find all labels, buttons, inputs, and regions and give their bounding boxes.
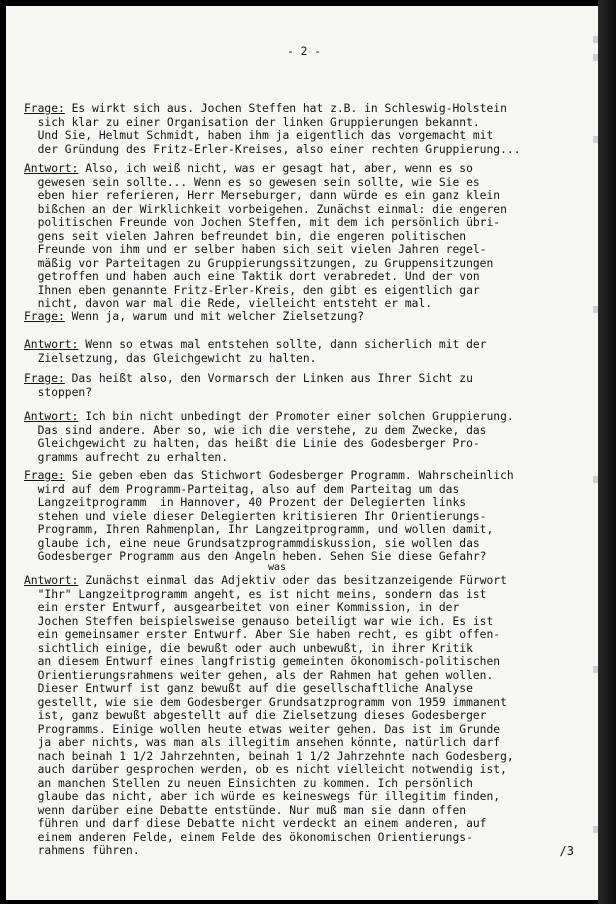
line-text: Freunde von ihm und er selber haben sich seit vielen Jahren regel- <box>24 243 487 256</box>
handwritten-insertion: was <box>268 562 287 573</box>
text-line <box>24 162 507 176</box>
text-line <box>24 669 514 683</box>
text-line <box>24 483 514 497</box>
text-line <box>24 284 507 298</box>
line-text: ja aber nichts, was man als illegitim ansehen könnte, natürlich darf <box>24 736 501 749</box>
line-text: nicht, davon war mal die Rede, vielleicht entsteht er mal. <box>24 297 433 310</box>
text-line <box>24 831 514 845</box>
line-text: Das sind andere. Aber so, wie ich die verstehe, zu dem Zwecke, das <box>24 423 487 437</box>
text-line <box>24 257 507 271</box>
line-text: Programms. Einige wollen heute etwas weiter gehen. Das ist im Grunde <box>24 722 501 736</box>
text-line <box>24 189 507 203</box>
line-text: stehen und viele dieser Delegierten kritisieren Ihr Orientierungs- <box>24 509 487 523</box>
text-line <box>24 777 514 791</box>
line-text: Ihnen eben genannte Fritz-Erler-Kreis, den gibt es eigentlich gar <box>24 283 480 297</box>
text-line <box>24 496 514 510</box>
text-line <box>24 628 514 642</box>
line-text: Ich bin nicht unbedingt der Promoter einer solchen Gruppierung. <box>78 410 514 423</box>
line-text: Orientierungsrahmens weiter gehen, als der Rahmen hat gehen wollen. <box>24 668 494 682</box>
text-line <box>24 352 487 366</box>
text-line <box>24 437 514 451</box>
line-text: Sie geben eben das Stichwort Godesberger Programm. Wahrscheinlich <box>64 469 514 482</box>
text-line <box>24 203 507 217</box>
text-line <box>24 817 514 831</box>
line-text: an diesem Entwurf eines langfristig gemeinten ökonomisch-politischen <box>24 655 501 668</box>
line-text: einem anderen Felde, einem Felde des ökonomischen Orientierungs- <box>24 830 473 844</box>
line-text: gestellt, wie sie dem Godesberger Grundsatzprogramm von 1959 immanent <box>24 695 507 709</box>
text-line <box>24 424 514 438</box>
continuation-marker: /3 <box>559 844 574 858</box>
line-text: glaube ich, eine neue Grundsatzprogrammdiskussion, sie wollen das <box>24 536 480 550</box>
line-text: Jochen Steffen beispielsweise genauso beteiligt war wie ich. Es ist <box>24 614 494 628</box>
line-text: politischen Freunde von Jochen Steffen, mit dem ich persönlich übri- <box>24 216 501 229</box>
text-line <box>24 763 514 777</box>
line-text: Zunächst einmal das Adjektiv oder das besitzanzeigende Fürwort <box>78 574 507 587</box>
text-line <box>24 709 514 723</box>
line-text: gramms aufrecht zu erhalten. <box>24 450 229 464</box>
question-block <box>24 469 514 564</box>
line-text: sichtlich einige, die bewußt oder auch unbewußt, in ihrer Kritik <box>24 641 473 655</box>
line-text: glaube das nicht, aber ich würde es keineswegs für illegitim finden, <box>24 790 501 803</box>
text-line <box>24 129 521 143</box>
text-line <box>24 696 514 710</box>
document-page <box>6 6 598 900</box>
text-line <box>24 682 514 696</box>
text-line <box>24 386 473 400</box>
line-text: ein gemeinsamer erster Entwurf. Aber Sie haben recht, es gibt offen- <box>24 628 501 641</box>
line-text: Und Sie, Helmut Schmidt, haben ihm ja eigentlich das vorgemacht mit <box>24 129 494 142</box>
speaker-label: Frage: <box>24 102 65 115</box>
text-line <box>24 723 514 737</box>
text-line <box>24 615 514 629</box>
text-line <box>24 270 507 284</box>
line-text: stoppen? <box>24 385 93 399</box>
line-text: gens seit vielen Jahren befreundet bin, die engeren politischen <box>24 229 467 243</box>
line-text: eben hier referieren, Herr Merseburger, dann würde es ein ganz klein <box>24 189 501 202</box>
text-line <box>24 338 487 352</box>
line-text: wird auf dem Programm-Parteitag, also auf dem Parteitag um das <box>24 482 460 496</box>
text-line <box>24 804 514 818</box>
speaker-label: Frage: <box>24 469 65 482</box>
answer-block <box>24 574 514 858</box>
text-line <box>24 143 521 157</box>
text-line <box>24 469 514 483</box>
speaker-label: Antwort: <box>24 162 79 175</box>
answer-block <box>24 338 487 365</box>
question-block <box>24 372 473 399</box>
speaker-label: Frage: <box>24 372 65 385</box>
text-line <box>24 230 507 244</box>
text-line <box>24 523 514 537</box>
speaker-label: Antwort: <box>24 338 79 351</box>
text-line <box>24 574 514 588</box>
text-line <box>24 243 507 257</box>
line-text: gewesen sein sollte... Wenn es so gewesen sein sollte, wie Sie es <box>24 175 480 189</box>
line-text: Langzeitprogramm in Hannover, 40 Prozent der Delegierten links <box>24 496 467 509</box>
line-text: nach beinah 1 1/2 Jahrzehnten, beinah 1 1/2 Jahrzehnte nach Godesberg, <box>24 749 514 763</box>
line-text: Dieser Entwurf ist ganz bewußt auf die gesellschaftliche Analyse <box>24 682 473 695</box>
answer-block <box>24 162 507 311</box>
line-text: Programm, Ihren Rahmenplan, Ihr Langzeitprogramm, und wollen damit, <box>24 523 494 536</box>
line-text: Wenn so etwas mal entstehen sollte, dann sicherlich mit der <box>78 338 487 351</box>
line-text: sich klar zu einer Organisation der linken Gruppierungen bekannt. <box>24 115 480 129</box>
text-line <box>24 790 514 804</box>
line-text: Es wirkt sich aus. Jochen Steffen hat z.B. in Schleswig-Holstein <box>64 102 507 115</box>
answer-block <box>24 410 514 464</box>
text-line <box>24 310 364 324</box>
page-number: - 2 - <box>286 45 321 58</box>
line-text: führen und darf diese Debatte nicht verdeckt an einem anderen, auf <box>24 817 487 830</box>
text-line <box>24 537 514 551</box>
line-text: ein erster Entwurf, ausgearbeitet von einer Kommission, in der <box>24 601 460 614</box>
line-text: Wenn ja, warum und mit welcher Zielsetzung? <box>64 310 365 323</box>
text-line <box>24 176 507 190</box>
line-text: der Gründung des Fritz-Erler-Kreises, also einer rechten Gruppierung... <box>24 142 521 156</box>
text-line <box>24 642 514 656</box>
line-text: Gleichgewicht zu halten, das heißt die Linie des Godesberger Pro- <box>24 437 480 450</box>
text-line <box>24 116 521 130</box>
speaker-label: Antwort: <box>24 410 79 423</box>
text-line <box>24 588 514 602</box>
question-block <box>24 310 364 324</box>
line-text: Zielsetzung, das Gleichgewicht zu halten. <box>24 351 317 365</box>
text-line <box>24 601 514 615</box>
text-line <box>24 216 507 230</box>
question-block <box>24 102 521 156</box>
line-text: auch darüber gesprochen werden, ob es nicht vielleicht notwendig ist, <box>24 763 507 776</box>
text-line <box>24 102 521 116</box>
text-line <box>24 297 507 311</box>
text-line <box>24 655 514 669</box>
line-text: ist, ganz bewußt abgestellt auf die Zielsetzung dieses Godesberger <box>24 709 487 722</box>
line-text: Das heißt also, den Vormarsch der Linken aus Ihrer Sicht zu <box>64 372 473 385</box>
text-line <box>24 410 514 424</box>
speaker-label: Frage: <box>24 310 65 323</box>
line-text: Also, ich weiß nicht, was er gesagt hat, aber, wenn es so <box>78 162 473 175</box>
text-line <box>24 750 514 764</box>
line-text: wenn darüber eine Debatte entstünde. Nur muß man sie dann offen <box>24 803 467 817</box>
text-line <box>24 736 514 750</box>
text-line <box>24 372 473 386</box>
text-line <box>24 451 514 465</box>
text-line <box>24 844 514 858</box>
scan-edge <box>598 0 616 904</box>
line-text: "Ihr" Langzeitprogramm angeht, es ist nicht meins, sondern das ist <box>24 587 487 601</box>
text-line <box>24 510 514 524</box>
speaker-label: Antwort: <box>24 574 79 587</box>
line-text: Godesberger Programm aus den Angeln heben. Sehen Sie diese Gefahr? <box>24 550 487 563</box>
line-text: mäßig vor Parteitagen zu Gruppierungssitzungen, zu Gruppensitzungen <box>24 256 494 270</box>
line-text: getroffen und haben auch eine Taktik dort verabredet. Und der von <box>24 270 480 283</box>
line-text: rahmens führen. <box>24 844 140 857</box>
line-text: bißchen an der Wirklichkeit vorbeigehen. Zunächst einmal: die engeren <box>24 202 507 216</box>
line-text: an manchen Stellen zu neuen Einsichten zu kommen. Ich persönlich <box>24 776 473 790</box>
